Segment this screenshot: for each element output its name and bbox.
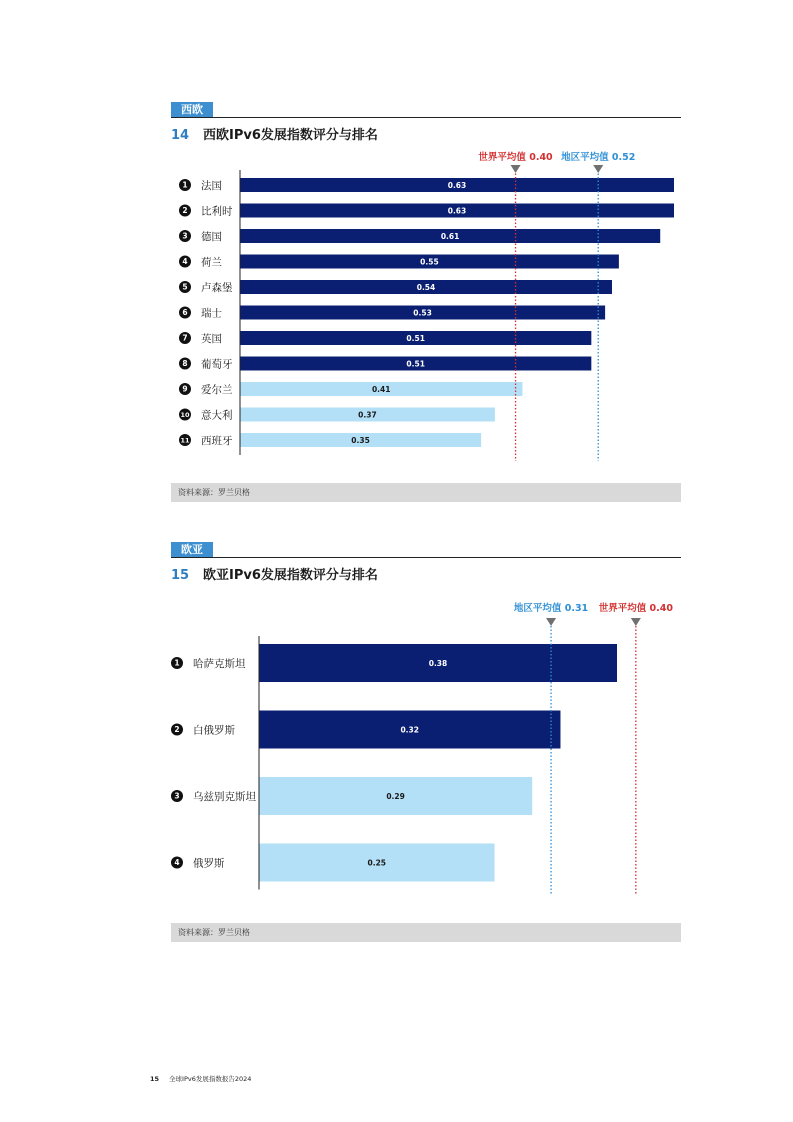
country-label: 意大利 bbox=[201, 409, 233, 422]
rank-number: 10 bbox=[180, 411, 190, 420]
bar-value-label: 0.37 bbox=[358, 410, 377, 420]
bar-value-label: 0.41 bbox=[371, 385, 391, 394]
triangle-marker-icon bbox=[631, 618, 641, 626]
rank-number: 8 bbox=[182, 359, 188, 369]
country-label: 荷兰 bbox=[201, 256, 222, 269]
page-number: 15 bbox=[150, 1075, 160, 1083]
rank-number: 6 bbox=[182, 308, 188, 318]
country-label: 西班牙 bbox=[201, 434, 233, 447]
rank-number: 7 bbox=[182, 333, 188, 343]
rank-number: 1 bbox=[182, 180, 188, 190]
bar-value-label: 0.51 bbox=[406, 359, 425, 369]
country-label: 哈萨克斯坦 bbox=[193, 657, 246, 670]
report-title: 全球IPv6发展指数报告2024 bbox=[169, 1075, 252, 1083]
country-label: 法国 bbox=[201, 179, 222, 192]
bar-value-label: 0.38 bbox=[428, 659, 448, 668]
bar-value-label: 0.53 bbox=[413, 308, 432, 318]
region-tag: 欧亚 bbox=[171, 542, 213, 558]
reference-line-label: 世界平均值 0.40 bbox=[478, 152, 553, 163]
figure-title bbox=[171, 564, 378, 583]
bar-chart-eurasia bbox=[171, 598, 681, 898]
bar-value-label: 0.51 bbox=[406, 334, 425, 343]
rank-number: 4 bbox=[182, 257, 188, 267]
bar-value-label: 0.63 bbox=[447, 181, 467, 190]
bar-value-label: 0.63 bbox=[447, 206, 467, 216]
rank-number: 9 bbox=[182, 384, 188, 394]
triangle-marker-icon bbox=[593, 165, 603, 173]
country-label: 乌兹别克斯坦 bbox=[193, 790, 256, 803]
source-note: 资料来源：罗兰贝格 bbox=[171, 923, 681, 942]
bar-value-label: 0.55 bbox=[420, 257, 439, 267]
bar-chart-western-europe bbox=[171, 148, 681, 468]
figure-title-text: 西欧IPv6发展指数评分与排名 bbox=[203, 128, 378, 143]
figure-number: 14 bbox=[171, 128, 190, 143]
rank-number: 3 bbox=[174, 791, 180, 801]
rank-number: 2 bbox=[182, 206, 188, 216]
triangle-marker-icon bbox=[546, 618, 556, 626]
triangle-marker-icon bbox=[511, 165, 521, 173]
bar-value-label: 0.25 bbox=[367, 858, 387, 868]
rank-number: 2 bbox=[174, 725, 180, 735]
section-rule bbox=[171, 557, 681, 558]
rank-number: 4 bbox=[174, 858, 180, 868]
figure-title-text: 欧亚IPv6发展指数评分与排名 bbox=[203, 568, 378, 583]
bar-value-label: 0.35 bbox=[351, 436, 370, 445]
country-label: 爱尔兰 bbox=[201, 383, 233, 396]
source-note: 资料来源：罗兰贝格 bbox=[171, 483, 681, 502]
figure-title bbox=[171, 124, 378, 143]
bar-value-label: 0.29 bbox=[386, 792, 405, 801]
bar-value-label: 0.61 bbox=[440, 232, 460, 241]
bar-value-label: 0.32 bbox=[400, 725, 419, 735]
reference-line-label: 世界平均值 0.40 bbox=[598, 603, 673, 614]
section-rule bbox=[171, 117, 681, 118]
reference-line-label: 地区平均值 0.52 bbox=[561, 152, 636, 163]
page-footer bbox=[150, 1074, 251, 1083]
reference-line-label: 地区平均值 0.31 bbox=[513, 603, 589, 614]
country-label: 卢森堡 bbox=[201, 281, 233, 294]
bar-value-label: 0.54 bbox=[416, 283, 436, 292]
country-label: 白俄罗斯 bbox=[193, 724, 235, 737]
rank-number: 1 bbox=[174, 658, 180, 668]
rank-number: 5 bbox=[182, 282, 188, 292]
section-western-europe bbox=[171, 102, 681, 504]
country-label: 比利时 bbox=[201, 205, 233, 218]
country-label: 瑞士 bbox=[201, 307, 222, 320]
figure-number: 15 bbox=[171, 568, 190, 583]
rank-number: 3 bbox=[182, 231, 188, 241]
country-label: 德国 bbox=[201, 230, 222, 243]
section-eurasia bbox=[171, 542, 681, 944]
country-label: 俄罗斯 bbox=[193, 857, 225, 870]
rank-number: 11 bbox=[180, 436, 190, 445]
region-tag: 西欧 bbox=[171, 102, 213, 118]
country-label: 葡萄牙 bbox=[201, 358, 233, 371]
country-label: 英国 bbox=[201, 332, 222, 345]
